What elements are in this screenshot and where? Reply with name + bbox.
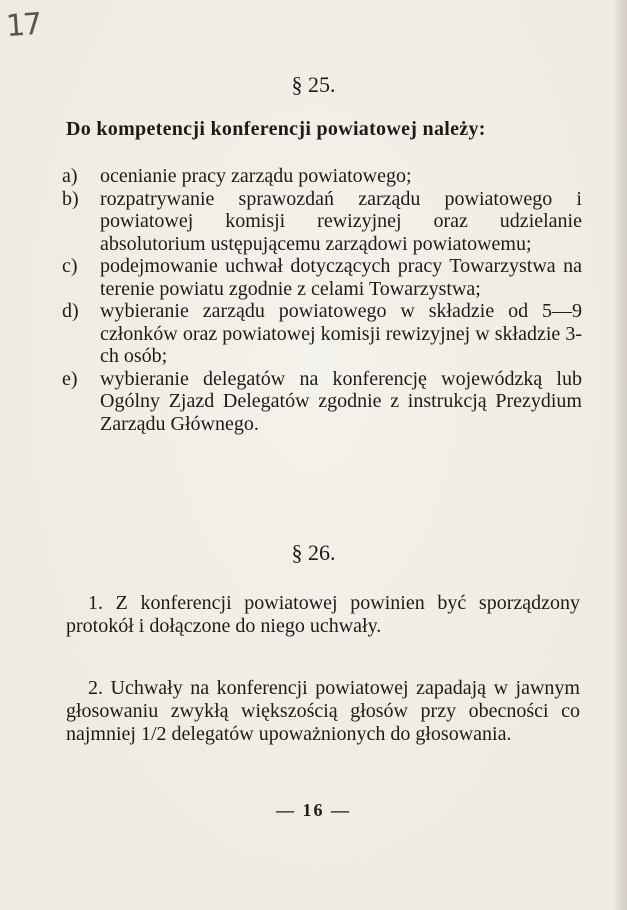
section-25-heading: Do kompetencji konferencji powiatowej należy:: [66, 118, 486, 140]
list-marker: e): [62, 367, 78, 390]
section-26-paragraph-2: 2. Uchwały na konferencji powiatowej zapadają w jawnym głosowaniu zwykłą większością głosów przy obecności co najmniej 1/2 delegatów upoważnionych do głosowania.: [66, 677, 580, 745]
list-item: [62, 165, 582, 188]
page-edge-shadow: [613, 0, 627, 910]
list-item: [62, 368, 582, 436]
section-26-paragraph-1: 1. Z konferencji powiatowej powinien być sporządzony protokół i dołączone do niego uchwały.: [66, 592, 580, 637]
list-item: [62, 300, 582, 368]
competence-list: [62, 165, 582, 435]
list-marker: b): [62, 187, 79, 210]
list-item-text: wybieranie zarządu powiatowego w składzie od 5—9 członków oraz powiatowej komisji rewizyjnej w składzie 3-ch osób;: [100, 300, 582, 367]
list-marker: d): [62, 300, 79, 322]
section-26-title: § 26.: [291, 540, 336, 565]
list-marker: c): [62, 255, 78, 277]
list-item-text: ocenianie pracy zarządu powiatowego;: [100, 165, 412, 187]
list-marker: a): [62, 165, 78, 187]
list-item: [62, 255, 582, 300]
list-item-text: rozpatrywanie sprawozdań zarządu powiatowego i powiatowej komisji rewizyjnej oraz udzielanie absolutorium ustępującemu zarządowi powiatowemu;: [100, 187, 582, 255]
list-item: [62, 188, 582, 256]
section-25-title: § 25.: [291, 72, 336, 97]
page-number-footer: — 16 —: [276, 800, 351, 820]
list-item-text: wybieranie delegatów na konferencję wojewódzką lub Ogólny Zjazd Delegatów zgodnie z instrukcją Prezydium Zarządu Głównego.: [100, 367, 582, 435]
list-item-text: podejmowanie uchwał dotyczących pracy Towarzystwa na terenie powiatu zgodnie z celami Towarzystwa;: [100, 255, 582, 300]
handwritten-page-number: 17: [4, 6, 42, 45]
